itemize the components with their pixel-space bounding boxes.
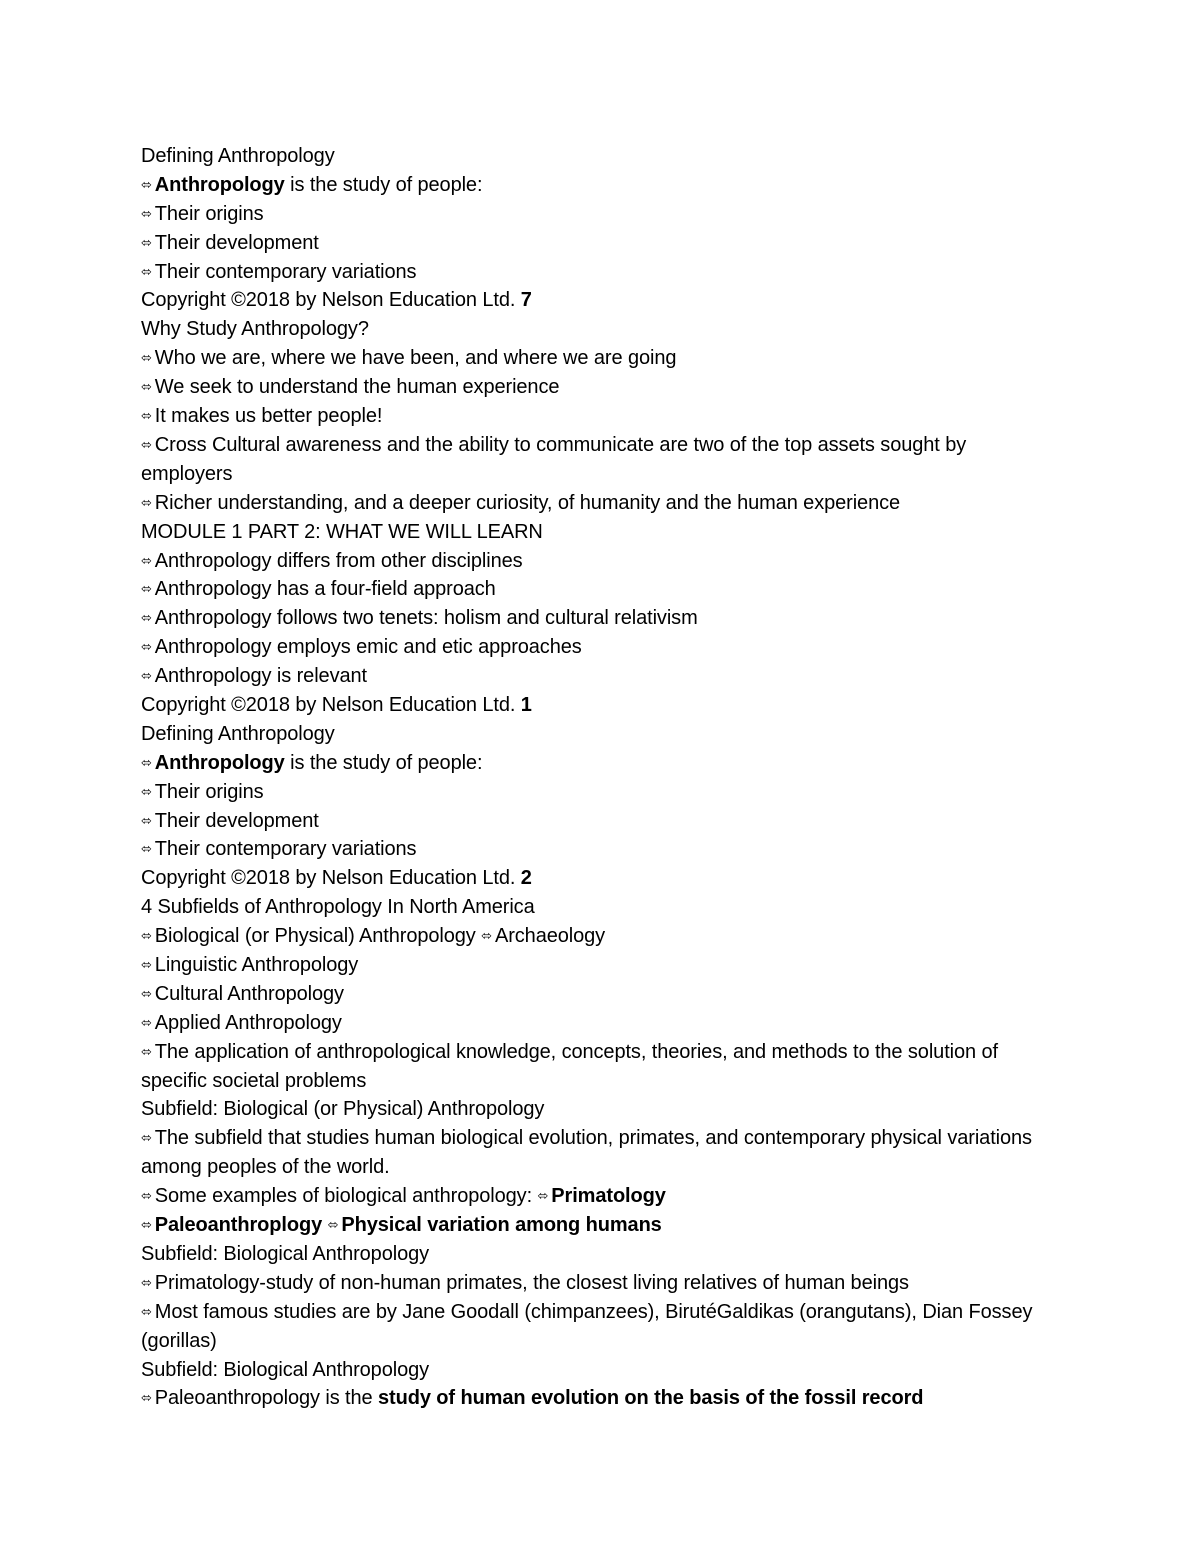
arrow-bullet-icon: ⬄ xyxy=(141,581,152,597)
arrow-bullet-icon: ⬄ xyxy=(141,1130,152,1146)
list-item: ⬄ Biological (or Physical) Anthropology ⬄ Archaeology xyxy=(141,922,1061,951)
list-item: ⬄ Applied Anthropology xyxy=(141,1009,1061,1038)
arrow-bullet-icon: ⬄ xyxy=(141,234,152,250)
list-item: ⬄ Anthropology has a four-field approach xyxy=(141,575,1061,604)
list-item: ⬄ Cultural Anthropology xyxy=(141,980,1061,1009)
copyright-line: Copyright ©2018 by Nelson Education Ltd. 2 xyxy=(141,867,532,890)
arrow-bullet-icon: ⬄ xyxy=(327,1217,339,1233)
arrow-bullet-icon: ⬄ xyxy=(141,610,152,626)
list-item: ⬄ Anthropology follows two tenets: holism and cultural relativism xyxy=(141,604,1061,633)
arrow-bullet-icon: ⬄ xyxy=(141,552,152,568)
arrow-bullet-icon: ⬄ xyxy=(141,928,152,944)
heading-defining-anthropology: Defining Anthropology xyxy=(141,722,335,745)
list-item: ⬄ The application of anthropological knowledge, concepts, theories, and methods to the solution of specific societal problems xyxy=(141,1038,1061,1096)
list-item: ⬄ Their contemporary variations xyxy=(141,258,1061,287)
arrow-bullet-icon: ⬄ xyxy=(141,985,152,1001)
arrow-bullet-icon: ⬄ xyxy=(141,408,152,424)
heading-defining-anthropology: Defining Anthropology xyxy=(141,145,335,167)
list-item: ⬄ Anthropology is the study of people: xyxy=(141,171,1061,200)
list-item: ⬄ Who we are, where we have been, and where we are going xyxy=(141,344,1061,373)
list-item: ⬄ Anthropology employs emic and etic approaches xyxy=(141,633,1061,662)
heading-4-subfields: 4 Subfields of Anthropology In North America xyxy=(141,896,535,919)
arrow-bullet-icon: ⬄ xyxy=(141,1390,152,1406)
heading-subfield-biological: Subfield: Biological Anthropology xyxy=(141,1242,430,1265)
list-item: ⬄ Their contemporary variations xyxy=(141,835,1061,864)
heading-why-study: Why Study Anthropology? xyxy=(141,318,369,341)
arrow-bullet-icon: ⬄ xyxy=(141,639,152,655)
list-item: ⬄ Paleoanthroplogy ⬄ Physical variation among humans xyxy=(141,1211,1061,1240)
arrow-bullet-icon: ⬄ xyxy=(141,1188,152,1204)
arrow-bullet-icon: ⬄ xyxy=(141,350,152,366)
copyright-line: Copyright ©2018 by Nelson Education Ltd. 1 xyxy=(141,693,532,716)
heading-subfield-biological-physical: Subfield: Biological (or Physical) Anthropology xyxy=(141,1098,545,1121)
list-item: ⬄ Their origins xyxy=(141,778,1061,807)
arrow-bullet-icon: ⬄ xyxy=(141,812,152,828)
list-item: ⬄ Paleoanthropology is the study of human evolution on the basis of the fossil record xyxy=(141,1384,1061,1413)
list-item: ⬄ Richer understanding, and a deeper curiosity, of humanity and the human experience xyxy=(141,489,1061,518)
list-item: ⬄ Cross Cultural awareness and the ability to communicate are two of the top assets sought by employers xyxy=(141,431,1061,489)
list-item: ⬄ Primatology-study of non-human primates, the closest living relatives of human beings xyxy=(141,1269,1061,1298)
arrow-bullet-icon: ⬄ xyxy=(141,754,152,770)
list-item: ⬄ The subfield that studies human biological evolution, primates, and contemporary physical variations among peoples of the world. xyxy=(141,1124,1061,1182)
arrow-bullet-icon: ⬄ xyxy=(141,436,152,452)
document-body xyxy=(141,142,1061,1413)
arrow-bullet-icon: ⬄ xyxy=(141,176,152,192)
arrow-bullet-icon: ⬄ xyxy=(141,263,152,279)
arrow-bullet-icon: ⬄ xyxy=(141,1014,152,1030)
heading-subfield-biological: Subfield: Biological Anthropology xyxy=(141,1358,430,1381)
list-item: ⬄ Anthropology is the study of people: xyxy=(141,749,1061,778)
list-item: ⬄ Anthropology differs from other disciplines xyxy=(141,547,1061,576)
list-item: ⬄ Their origins xyxy=(141,200,1061,229)
list-item: ⬄ Most famous studies are by Jane Goodall (chimpanzees), BirutéGaldikas (orangutans), Dian Fossey (gorillas) xyxy=(141,1298,1061,1356)
list-item: ⬄ Linguistic Anthropology xyxy=(141,951,1061,980)
arrow-bullet-icon: ⬄ xyxy=(141,494,152,510)
arrow-bullet-icon: ⬄ xyxy=(141,1043,152,1059)
arrow-bullet-icon: ⬄ xyxy=(141,668,152,684)
arrow-bullet-icon: ⬄ xyxy=(141,1217,152,1233)
arrow-bullet-icon: ⬄ xyxy=(141,1274,152,1290)
arrow-bullet-icon: ⬄ xyxy=(481,928,492,944)
list-item: ⬄ Some examples of biological anthropology: ⬄ Primatology xyxy=(141,1182,1061,1211)
arrow-bullet-icon: ⬄ xyxy=(141,783,152,799)
arrow-bullet-icon: ⬄ xyxy=(537,1188,549,1204)
arrow-bullet-icon: ⬄ xyxy=(141,956,152,972)
list-item: ⬄ Their development xyxy=(141,807,1061,836)
arrow-bullet-icon: ⬄ xyxy=(141,841,152,857)
list-item: ⬄ We seek to understand the human experience xyxy=(141,373,1061,402)
list-item: ⬄ It makes us better people! xyxy=(141,402,1061,431)
list-item: ⬄ Anthropology is relevant xyxy=(141,662,1061,691)
copyright-line: Copyright ©2018 by Nelson Education Ltd. 7 xyxy=(141,289,532,312)
arrow-bullet-icon: ⬄ xyxy=(141,205,152,221)
arrow-bullet-icon: ⬄ xyxy=(141,379,152,395)
arrow-bullet-icon: ⬄ xyxy=(141,1303,152,1319)
heading-module-1-part-2: MODULE 1 PART 2: WHAT WE WILL LEARN xyxy=(141,520,543,543)
list-item: ⬄ Their development xyxy=(141,229,1061,258)
